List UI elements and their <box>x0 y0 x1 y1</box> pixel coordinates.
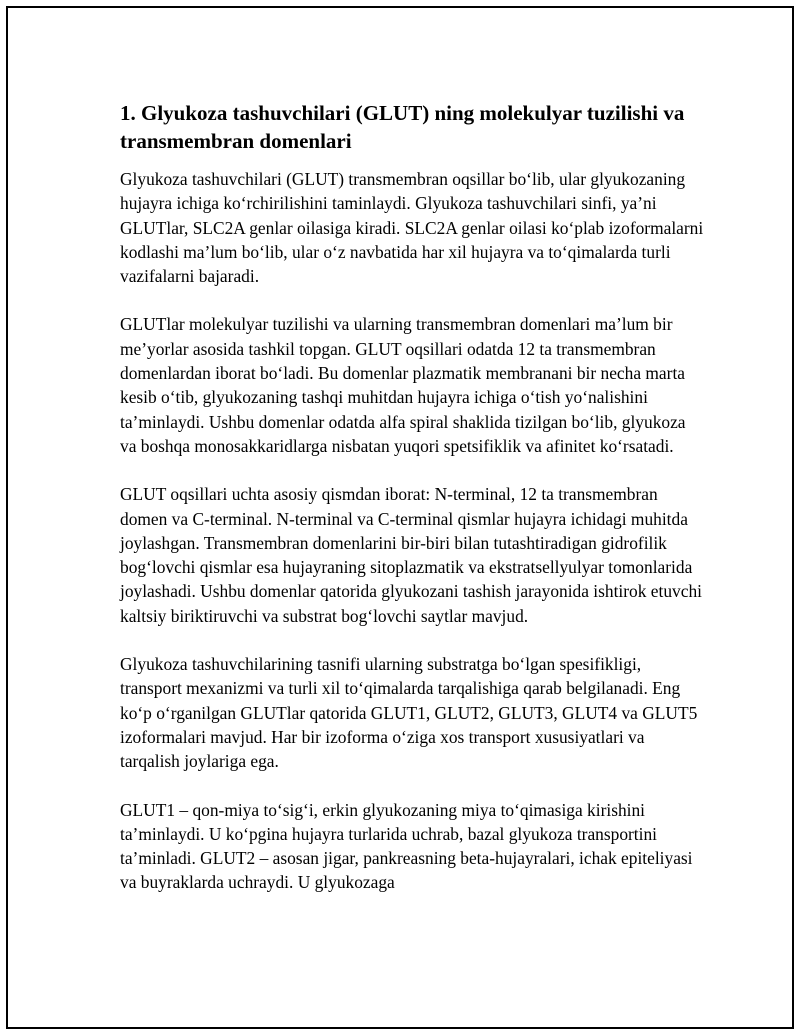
paragraph-5: GLUT1 – qon-miya to‘sig‘i, erkin glyukozaning miya to‘qimasiga kirishini ta’minlaydi. U ko‘pgina hujayra turlarida uchrab, bazal glyukoza transportini ta’minladi. GLUT2 – asosan jigar, pankreasning beta-hujayralari, ichak epiteliyasi va buyraklarda uchraydi. U glyukozaga <box>120 799 693 893</box>
section-heading: 1. Glyukoza tashuvchilari (GLUT) ning molekulyar tuzilishi va transmembran domenlari <box>120 101 685 153</box>
paragraph-3: GLUT oqsillari uchta asosiy qismdan iborat: N-terminal, 12 ta transmembran domen va C-terminal. N-terminal va C-terminal qismlar hujayra ichidagi muhitda joylashgan. Transmembran domenlarini bir-biri bilan tutashtiradigan gidrofilik bog‘lovchi qismlar esa hujayraning sitoplazmatik va ekstratsellyulyar tomonlarida joylashadi. Ushbu domenlar qatorida glyukozani tashish jarayonida ishtirok etuvchi kaltsiy biriktiruvchi va substrat bog‘lovchi saytlar mavjud. <box>120 484 702 626</box>
document-page <box>6 6 794 1029</box>
paragraph-2: GLUTlar molekulyar tuzilishi va ularning transmembran domenlari ma’lum bir me’yorlar asosida tashkil topgan. GLUT oqsillari odatda 12 ta transmembran domenlardan iborat bo‘ladi. Bu domenlar plazmatik membranani bir necha marta kesib o‘tib, glyukozaning tashqi muhitdan hujayra ichiga o‘tish yo‘nalishini ta’minlaydi. Ushbu domenlar odatda alfa spiral shaklida tizilgan bo‘lib, glyukoza va boshqa monosakkaridlarga nisbatan yuqori spetsifiklik va afinitet ko‘rsatadi. <box>120 314 686 456</box>
paragraph-1: Glyukoza tashuvchilari (GLUT) transmembran oqsillar bo‘lib, ular glyukozaning hujayra ichiga ko‘rchirilishini taminlaydi. Glyukoza tashuvchilari sinfi, ya’ni GLUTlar, SLC2A genlar oilasiga kiradi. SLC2A genlar oilasi ko‘plab izoformalarni kodlashi ma’lum bo‘lib, ular o‘z navbatida har xil hujayra va to‘qimalarda turli vazifalarni bajaradi. <box>120 169 704 287</box>
paragraph-4: Glyukoza tashuvchilarining tasnifi ularning substratga bo‘lgan spesifikligi, transport mexanizmi va turli xil to‘qimalarda tarqalishiga qarab belgilanadi. Eng ko‘p o‘rganilgan GLUTlar qatorida GLUT1, GLUT2, GLUT3, GLUT4 va GLUT5 izoformalari mavjud. Har bir izoforma o‘ziga xos transport xususiyatlari va tarqalish joylariga ega. <box>120 654 698 772</box>
document-body <box>120 99 705 919</box>
